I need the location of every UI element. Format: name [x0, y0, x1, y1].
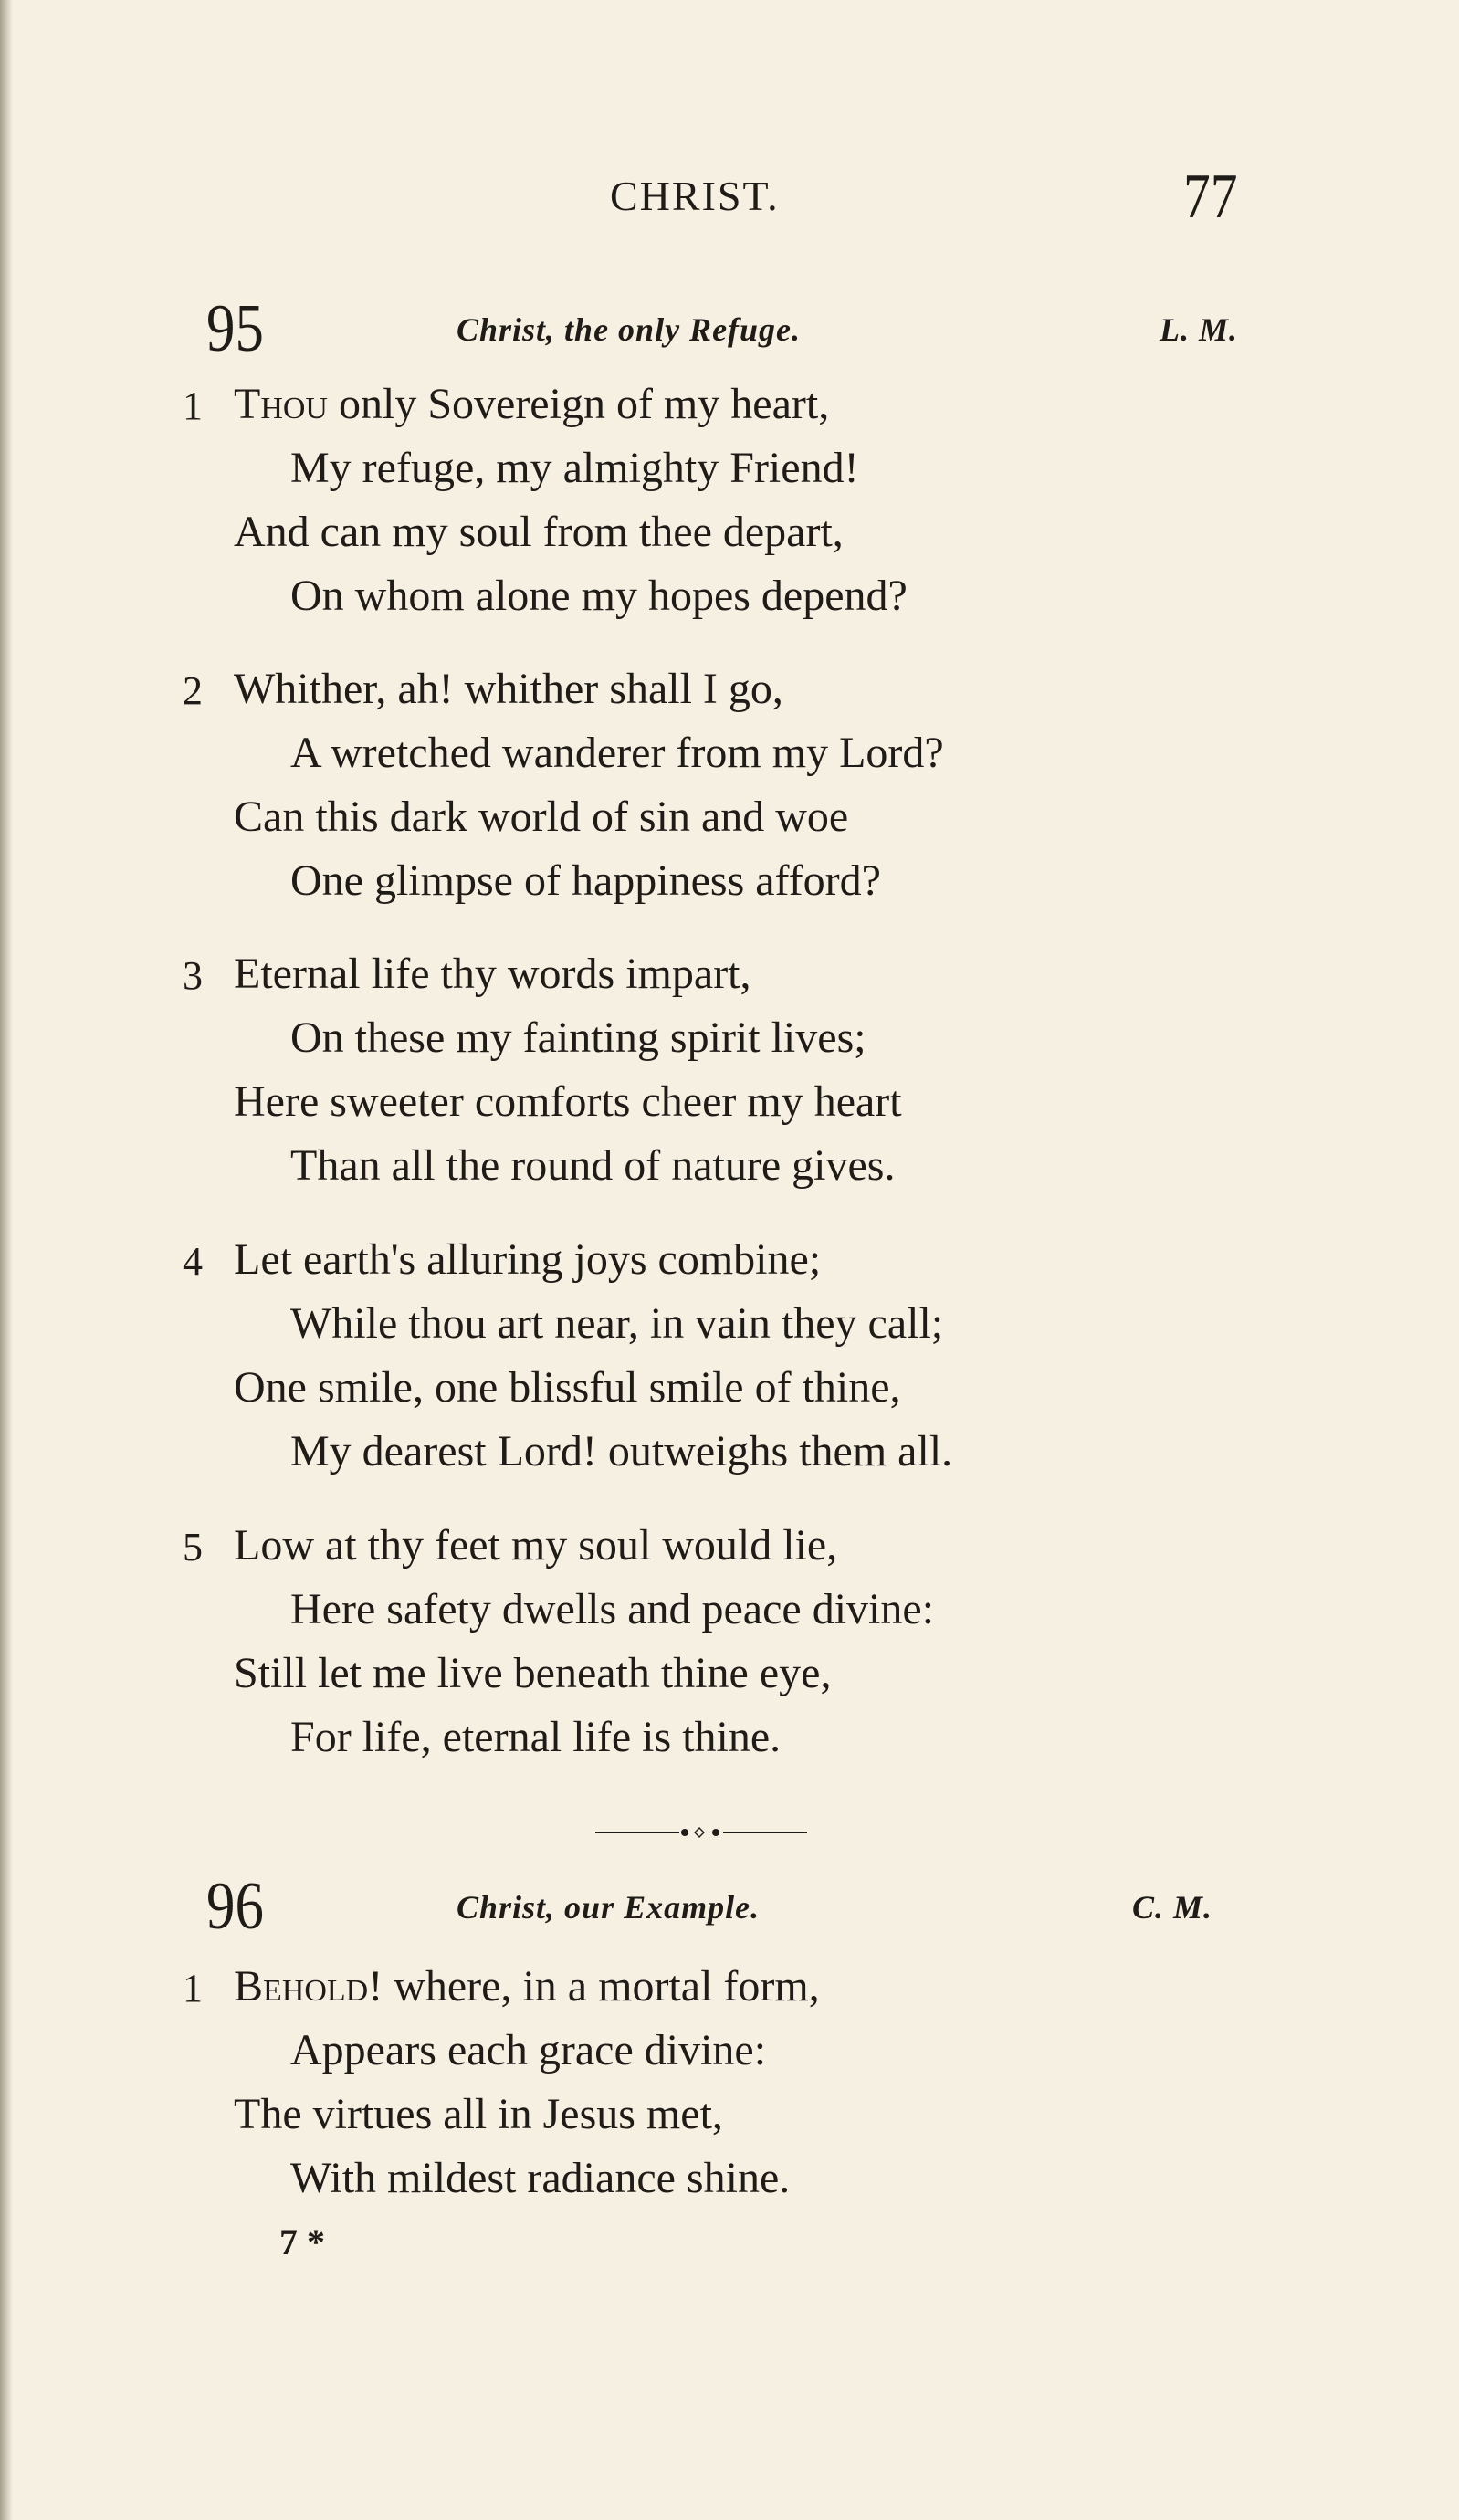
verse-line: On whom alone my hopes depend?: [290, 572, 908, 620]
verse-number: 5: [183, 1525, 203, 1570]
hymn-number: 96: [206, 1869, 264, 1944]
verse-line: Still let me live beneath thine eye,: [234, 1649, 832, 1697]
hymn-title: Christ, our Example.: [457, 1889, 761, 1926]
section-divider-ornament: [595, 1827, 807, 1838]
hymn-95-heading: [0, 290, 1459, 373]
hymn-number: 95: [206, 291, 264, 366]
verse-line: A wretched wanderer from my Lord?: [290, 729, 944, 777]
verse-line: One glimpse of happiness afford?: [290, 856, 881, 905]
verse-number: 3: [183, 953, 203, 998]
verse-line: Here sweeter comforts cheer my heart: [234, 1077, 902, 1126]
signature-mark: 7 *: [279, 2221, 325, 2263]
verse-line: With mildest radiance shine.: [290, 2154, 791, 2202]
verse-line: For life, eternal life is thine.: [290, 1713, 782, 1761]
running-title: CHRIST.: [610, 173, 780, 219]
verse-number: 1: [183, 1966, 203, 2011]
running-head: [0, 164, 1459, 237]
hymn-meter: L. M.: [1160, 311, 1238, 348]
verse-first-word: Behold: [234, 1962, 369, 2011]
verse-first-word: Thou: [234, 380, 328, 428]
verse-line: Than all the round of nature gives.: [290, 1141, 896, 1190]
verse-line: Here safety dwells and peace divine:: [290, 1585, 935, 1633]
verse-line: One smile, one blissful smile of thine,: [234, 1363, 901, 1412]
verse-line: And can my soul from thee depart,: [234, 508, 844, 556]
verse-line: My dearest Lord! outweighs them all.: [290, 1427, 953, 1475]
verse-number: 1: [183, 383, 203, 428]
verse-line: Thou only Sovereign of my heart,: [234, 380, 830, 428]
book-spine-edge: [0, 0, 13, 2520]
verse-line: Appears each grace divine:: [290, 2026, 767, 2074]
hymn-title: Christ, the only Refuge.: [457, 311, 802, 348]
verse-line: Low at thy feet my soul would lie,: [234, 1521, 838, 1570]
verse-line: The virtues all in Jesus met,: [234, 2090, 723, 2138]
verse-line: My refuge, my almighty Friend!: [290, 444, 859, 492]
verse-number: 2: [183, 668, 203, 713]
verse-line: Whither, ah! whither shall I go,: [234, 665, 783, 713]
verse-line: On these my fainting spirit lives;: [290, 1013, 866, 1062]
hymn-96-heading: [0, 1868, 1459, 1950]
verse-line: Let earth's alluring joys combine;: [234, 1235, 822, 1284]
verse-number: 4: [183, 1239, 203, 1284]
verse-line: Eternal life thy words impart,: [234, 950, 751, 998]
verse-line: While thou art near, in vain they call;: [290, 1299, 944, 1348]
verse-line: Can this dark world of sin and woe: [234, 793, 849, 841]
verse-line: Behold! where, in a mortal form,: [234, 1962, 820, 2011]
hymn-meter: C. M.: [1132, 1889, 1213, 1926]
page-number: 77: [1183, 162, 1238, 232]
